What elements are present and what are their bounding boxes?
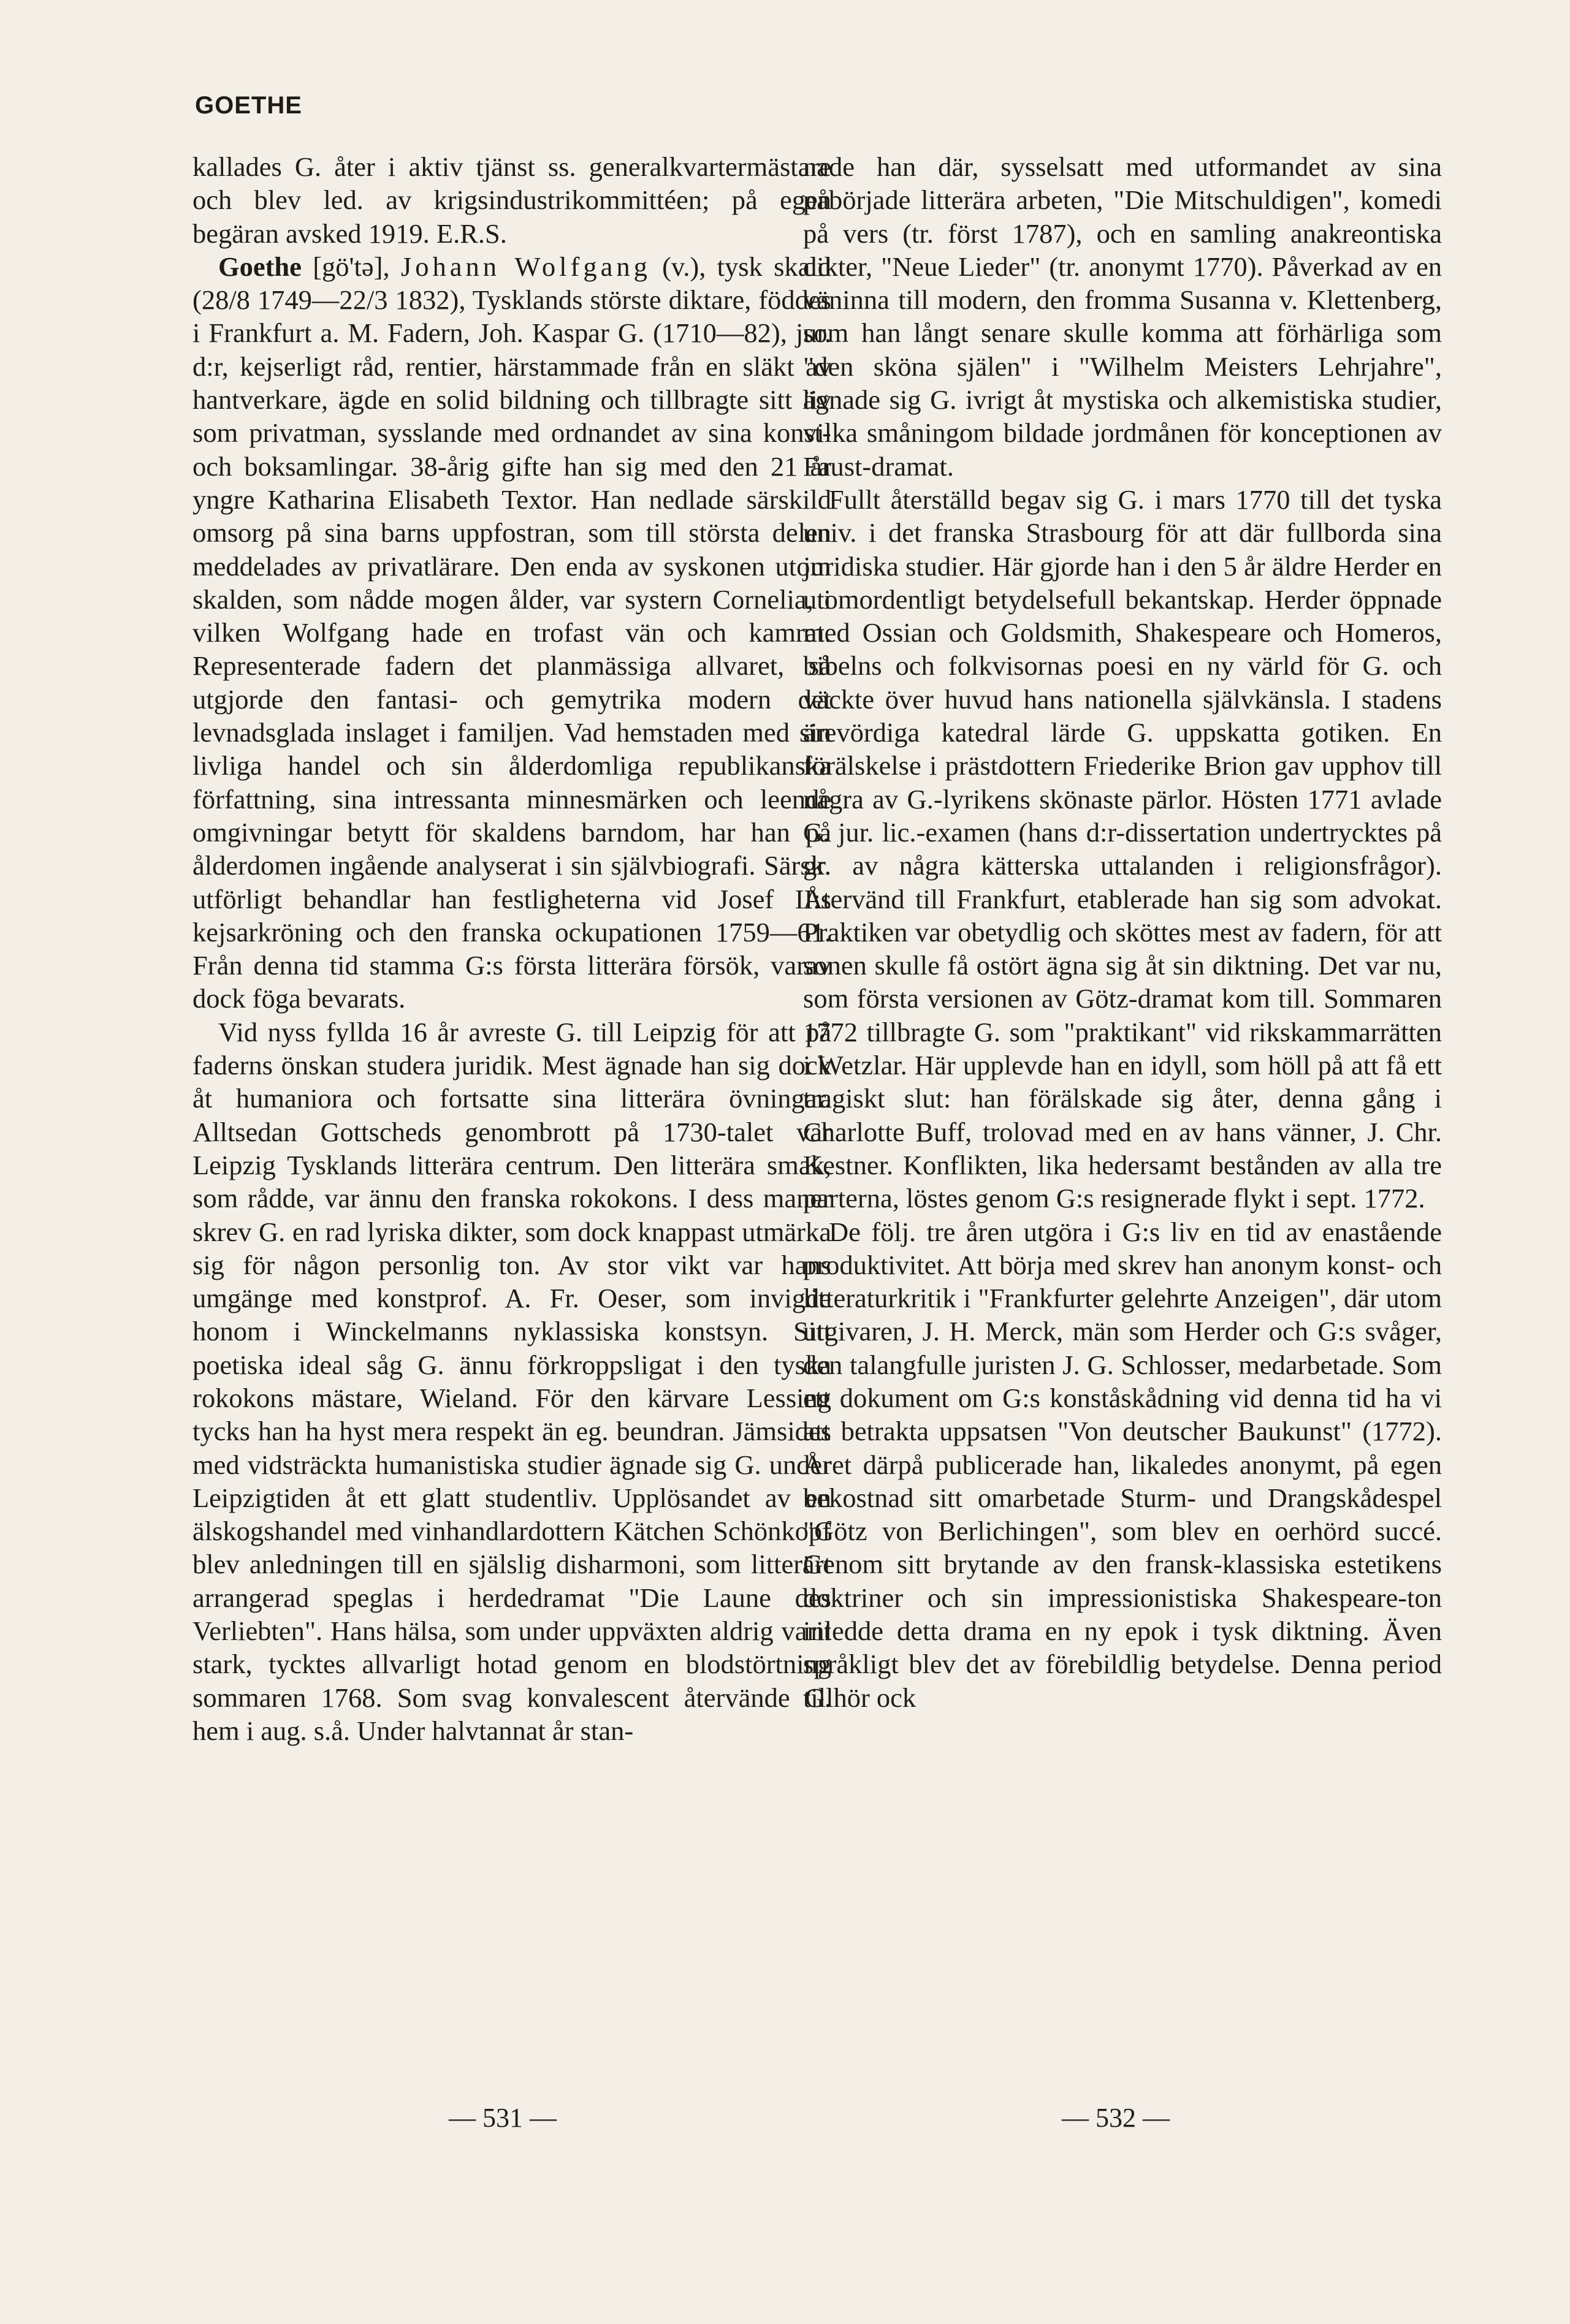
paragraph-generalkvartermastare: kallades G. åter i aktiv tjänst ss. generalkvartermästare och blev led. av krigsindustrikommittéen; på egen begäran avsked 1919. E.R.S. bbox=[192, 151, 831, 249]
left-column bbox=[192, 150, 831, 1747]
paragraph-goethe-entry bbox=[192, 250, 831, 1016]
running-header: GOETHE bbox=[195, 92, 302, 119]
page-number-531: — 531 — bbox=[449, 2103, 557, 2133]
page-number-532: — 532 — bbox=[1062, 2103, 1170, 2133]
entry-headword: Goethe bbox=[218, 251, 302, 282]
entry-full-name: Johann Wolfgang bbox=[400, 251, 651, 282]
entry-body: (v.), tysk skald (28/8 1749—22/3 1832), Tysklands störste diktare, föddes i Frankfurt a. M. Fadern, Joh. Kaspar G. (1710—82), jur. d:r, kejserligt råd, rentier, härstammade från en släkt av hantverkare, ägde en solid bildning och tillbragte sitt liv som privatman, sysslande med ordnandet av sina konst- och boksamlingar. 38-årig gifte han sig med den 21 år yngre Katharina Elisabeth Textor. Han nedlade särskild omsorg på sina barns uppfostran, som till största delen meddelades av privatlärare. Den enda av syskonen utom skalden, som nådde mogen ålder, var systern Cornelia, i vilken Wolfgang hade en trofast vän och kamrat. Representerade fadern det planmässiga allvaret, så utgjorde den fantasi- och gemytrika modern det levnadsglada inslaget i familjen. Vad hemstaden med sin livliga handel och sin ålderdomliga republikanska författning, sina intressanta minnesmärken och leende omgivningar betytt för skaldens barndom, har han på ålderdomen ingående analyserat i sin självbiografi. Särsk. utförligt behandlar han festligheterna vid Josef II:s kejsarkröning och den franska ockupationen 1759—61. Från denna tid stamma G:s första litterära försök, varav dock föga bevarats. bbox=[192, 251, 832, 1014]
right-column bbox=[803, 150, 1442, 1714]
paragraph-productivity: De följ. tre åren utgöra i G:s liv en tid av enastående produktivitet. Att börja med skrev han anonym konst- och litteraturkritik i "Frankfurter gelehrte Anzeigen", där utom utgivaren, J. H. Merck, män som Herder och G:s svåger, den talangfulle juristen J. G. Schlosser, medarbetade. Som ett dokument om G:s konståskådning vid denna tid ha vi att betrakta uppsatsen "Von deutscher Baukunst" (1772). Året därpå publicerade han, likaledes anonymt, på egen bekostnad sitt omarbetade Sturm- und Drangskådespel "Götz von Berlichingen", som blev en oerhörd succé. Genom sitt brytande av den fransk-klassiska estetikens doktriner och sin impressionistiska Shakespeare-ton inledde detta drama en ny epok i tysk diktning. Även språkligt blev det av förebildlig betydelse. Denna period tillhör ock bbox=[803, 1216, 1442, 1713]
paragraph-strasbourg: Fullt återställd begav sig G. i mars 1770 till det tyska univ. i det franska Strasbourg för att där fullborda sina juridiska studier. Här gjorde han i den 5 år äldre Herder en utomordentligt betydelsefull bekantskap. Herder öppnade med Ossian och Goldsmith, Shakespeare och Homeros, bibelns och folkvisornas poesi en ny värld för G. och väckte över huvud hans nationella självkänsla. I stadens ärevördiga katedral lärde G. uppskatta gotiken. En förälskelse i prästdottern Friederike Brion gav upphov till några av G.-lyrikens skönaste pärlor. Hösten 1771 avlade G. jur. lic.-examen (hans d:r-dissertation undertrycktes på gr. av några kätterska uttalanden i religionsfrågor). Återvänd till Frankfurt, etablerade han sig som advokat. Praktiken var obetydlig och sköttes mest av fadern, för att sonen skulle få ostört ägna sig åt sin diktning. Det var nu, som första versionen av Götz-dramat kom till. Sommaren 1772 tillbragte G. som "praktikant" vid rikskammarrätten i Wetzlar. Här upplevde han en idyll, som höll på att få ett tragiskt slut: han förälskade sig åter, denna gång i Charlotte Buff, trolovad med en av hans vänner, J. Chr. Kestner. Konflikten, lika hedersamt bestånden av alla tre parterna, löstes genom G:s resignerade flykt i sept. 1772. bbox=[803, 484, 1442, 1214]
paragraph-leipzig: Vid nyss fyllda 16 år avreste G. till Leipzig för att på faderns önskan studera juridik. Mest ägnade han sig dock åt humaniora och fortsatte sina litterära övningar. Alltsedan Gottscheds genombrott på 1730-talet var Leipzig Tysklands litterära centrum. Den litterära smak, som rådde, var ännu den franska rokokons. I dess maner skrev G. en rad lyriska dikter, som dock knappast utmärka sig för någon personlig ton. Av stor vikt var hans umgänge med konstprof. A. Fr. Oeser, som invigde honom i Winckelmanns nyklassiska konstsyn. Sitt poetiska ideal såg G. ännu förkroppsligat i den tyska rokokons mästare, Wieland. För den kärvare Lessing tycks han ha hyst mera respekt än eg. beundran. Jämsides med vidsträckta humanistiska studier ägnade sig G. under Leipzigtiden åt ett glatt studentliv. Upplösandet av en älskogshandel med vinhandlardottern Kätchen Schönkopf blev anledningen till en själslig disharmoni, som litterärt arrangerad speglas i herdedramat "Die Laune des Verliebten". Hans hälsa, som under uppväxten aldrig varit stark, tycktes allvarligt hotad genom en blodstörtning sommaren 1768. Som svag konvalescent återvände G. hem i aug. s.å. Under halvtannat år stan- bbox=[192, 1016, 831, 1746]
paragraph-continuation: nade han där, sysselsatt med utformandet av sina påbörjade litterära arbeten, "Die Mitschuldigen", komedi på vers (tr. först 1787), och en samling anakreontiska dikter, "Neue Lieder" (tr. anonymt 1770). Påverkad av en väninna till modern, den fromma Susanna v. Klettenberg, som han långt senare skulle komma att förhärliga som "den sköna själen" i "Wilhelm Meisters Lehrjahre", ägnade sig G. ivrigt åt mystiska och alkemistiska studier, vilka småningom bildade jordmånen för konceptionen av Faust-dramat. bbox=[803, 151, 1442, 482]
pronunciation: [gö'tə], bbox=[313, 251, 390, 282]
